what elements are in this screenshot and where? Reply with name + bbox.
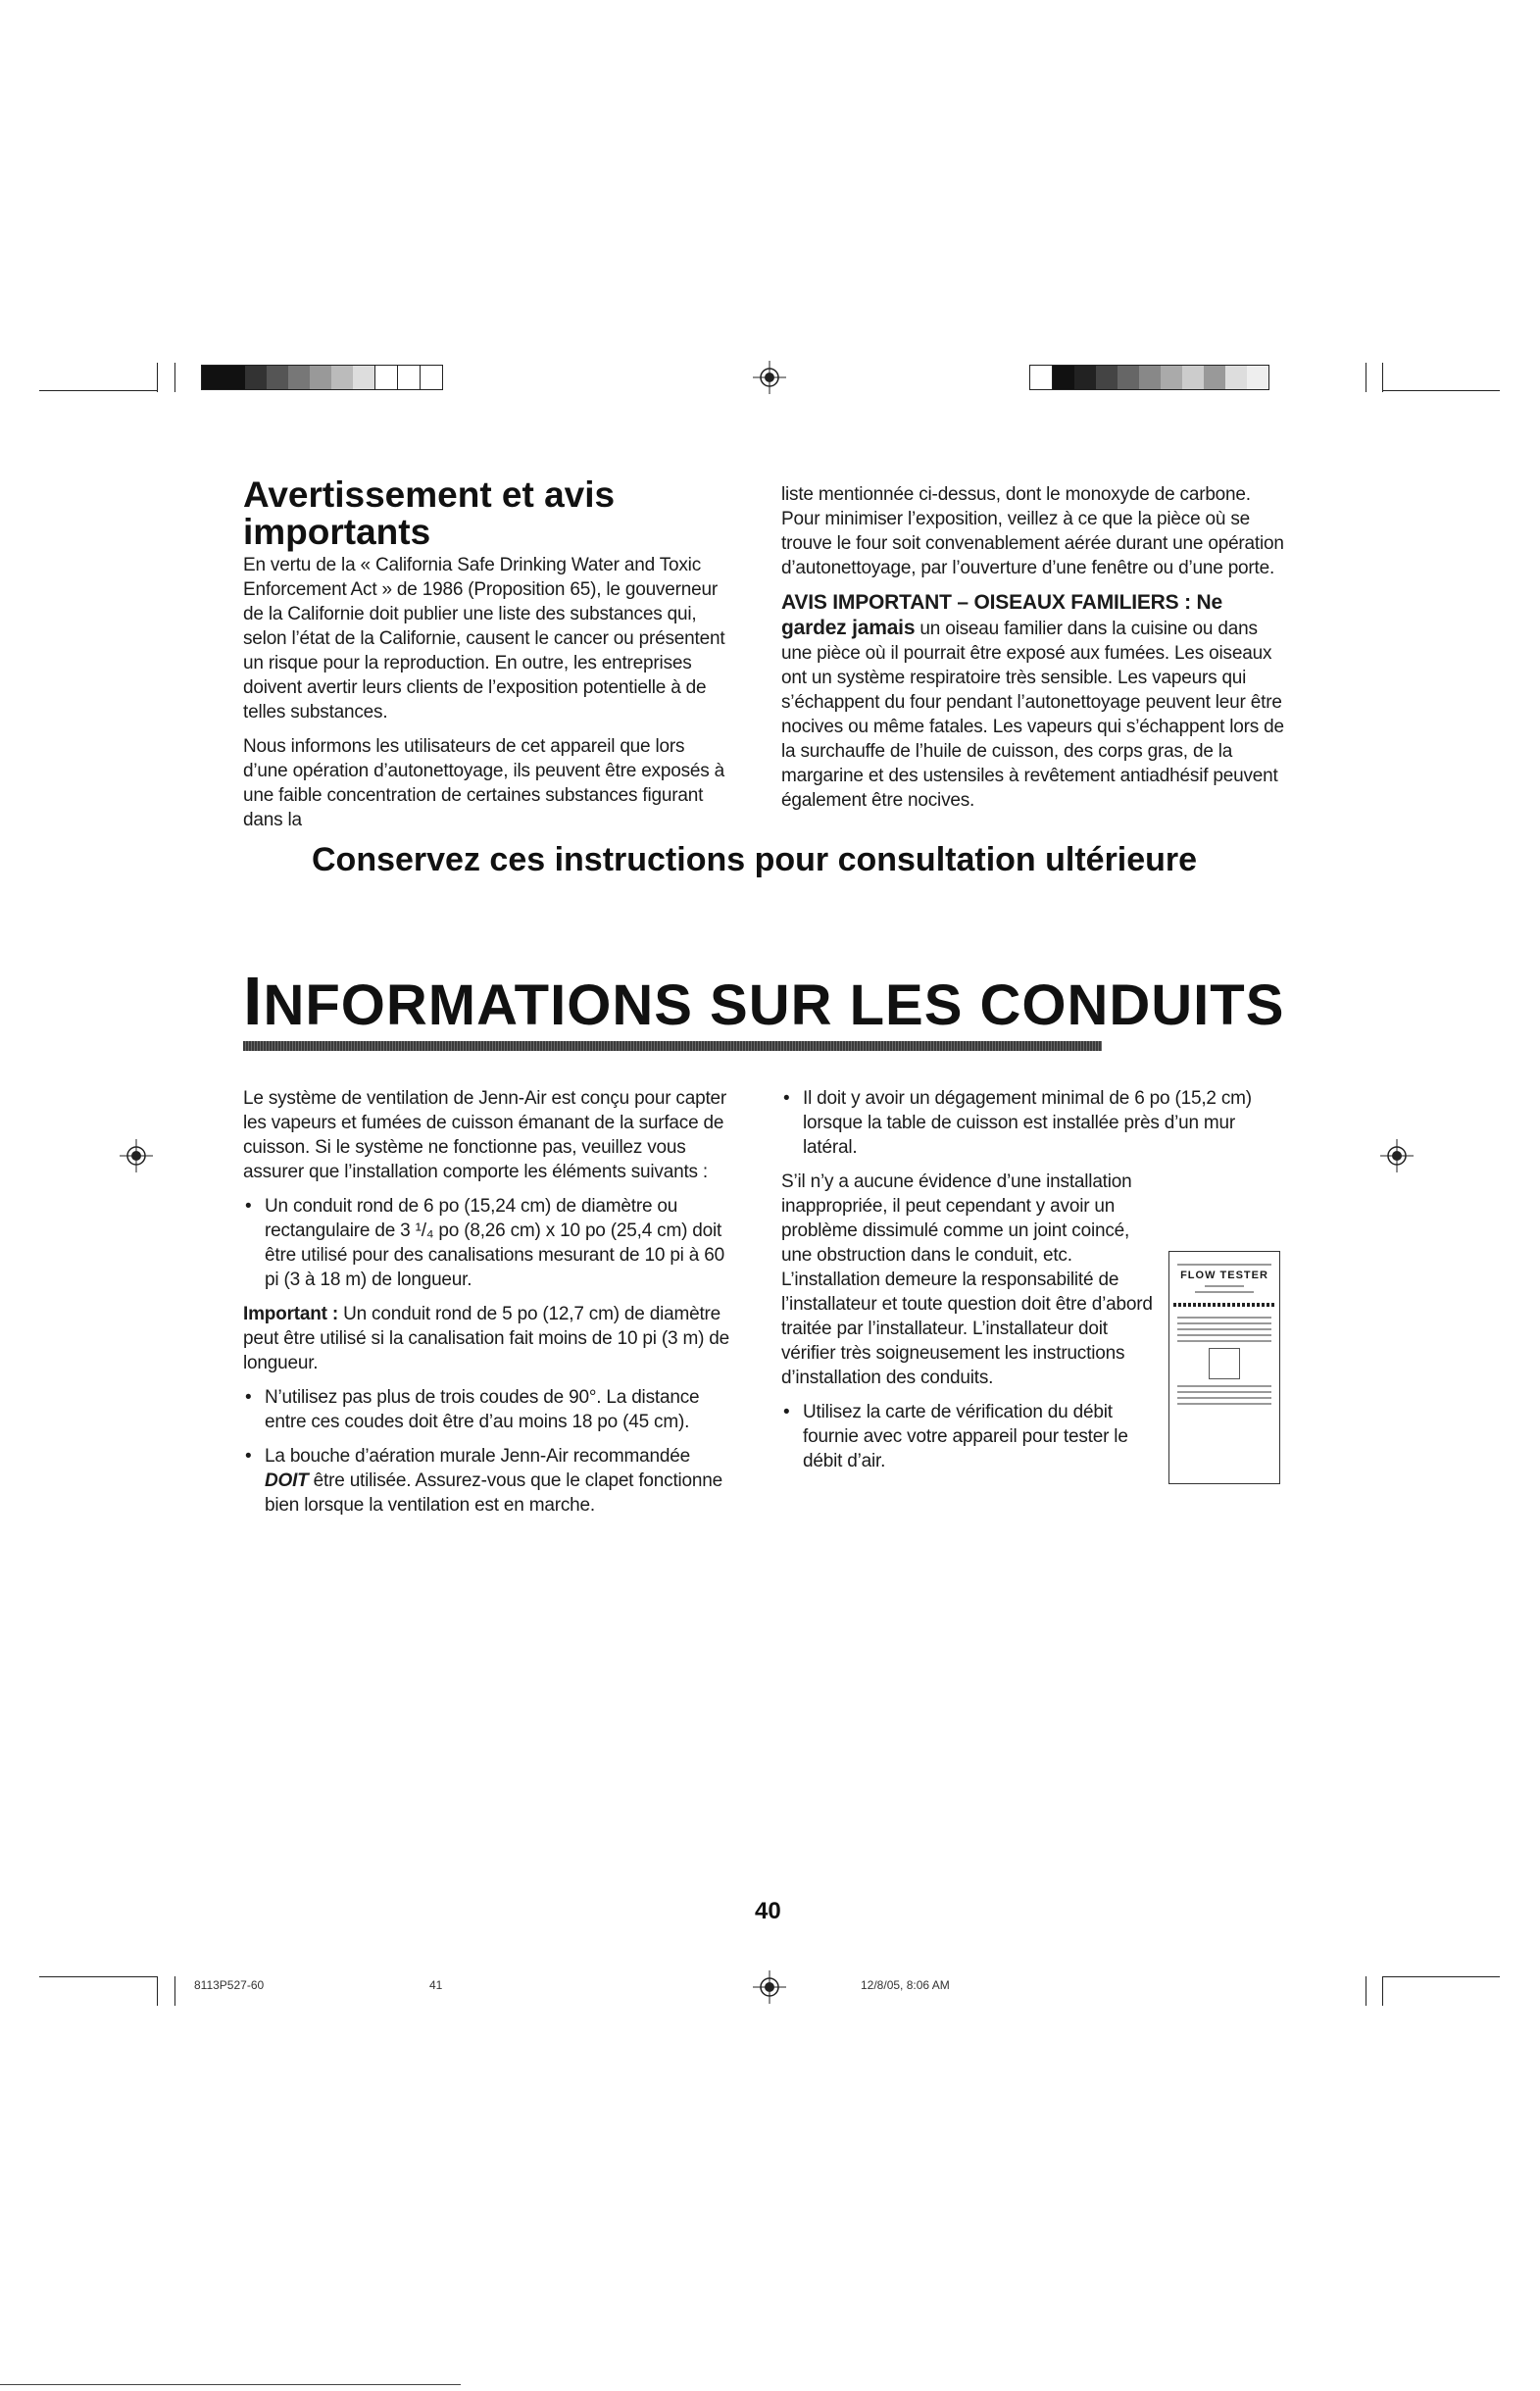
- wall-cap-text: La bouche d’aération murale Jenn-Air recommandée: [265, 1446, 690, 1467]
- important-label: Important :: [243, 1304, 339, 1324]
- section-title-initial: I: [243, 963, 264, 1039]
- footer-file-id: 8113P527-60: [194, 1978, 265, 1992]
- card-line: [1177, 1397, 1271, 1399]
- duct-list: [781, 1400, 1154, 1473]
- pet-birds-text: un oiseau familier dans la cuisine ou dans une pièce où il pourrait être exposé aux fumées. Les oiseaux ont un système respiratoire très sensible. Les vapeurs qui s’échappent du four pendant l’autonettoyage peuvent leur être nocives ou même fatales. Les vapeurs qui s’échappent lors de la surchauffe de l’huile de cuisson, des corps gras, de la margarine et des ustensiles à revêtement antiadhésif peuvent également être nocives.: [781, 619, 1284, 811]
- list-item: • Utilisez la carte de vérification du débit fournie avec votre appareil pour tester le débit d’air.: [781, 1400, 1154, 1473]
- list-item: • N’utilisez pas plus de trois coudes de 90°. La distance entre ces coudes doit être d’au moins 18 po (45 cm).: [243, 1385, 733, 1434]
- warning-right-column: [781, 482, 1291, 822]
- duct-list: [243, 1194, 733, 1292]
- crop-mark: [174, 1976, 175, 2006]
- color-registration-bar: [201, 365, 443, 390]
- registration-target-icon: [753, 361, 786, 394]
- card-line: [1177, 1334, 1271, 1336]
- crop-mark: [1382, 363, 1383, 392]
- card-line: [1177, 1317, 1271, 1319]
- duct-intro: Le système de ventilation de Jenn-Air est conçu pour capter les vapeurs et fumées de cuisson émanant de la surface de cuisson. Si le système ne fonctionne pas, veuillez vous assurer que l’installation comporte les éléments suivants :: [243, 1088, 727, 1182]
- self-clean-paragraph: Nous informons les utilisateurs de cet appareil que lors d’une opération d’autonettoyage, ils peuvent être exposés à une faible concentration de certaines substances figurant dans la: [243, 736, 725, 830]
- wall-cap-text-end: être utilisée. Assurez-vous que le clapet fonctionne bien lorsque la ventilation est en marche.: [265, 1470, 723, 1516]
- page-number: 40: [755, 1898, 781, 1924]
- card-strip: [1173, 1303, 1275, 1307]
- list-item: • Il doit y avoir un dégagement minimal de 6 po (15,2 cm) lorsque la table de cuisson est installée près d’un mur latéral.: [781, 1086, 1291, 1160]
- card-line: [1205, 1285, 1244, 1287]
- card-line: [1177, 1391, 1271, 1393]
- warning-heading: Avertissement et avis importants: [243, 474, 616, 552]
- crop-mark: [157, 363, 158, 392]
- crop-mark: [1382, 1976, 1383, 2006]
- crop-mark: [39, 1976, 157, 1977]
- list-item: • Un conduit rond de 6 po (15,24 cm) de diamètre ou rectangulaire de 3 ¹/₄ po (8,26 cm) x 10 po (25,4 cm) doit être utilisé pour des canalisations mesurant de 10 pi à 60 pi (3 à 18 m) de longueur.: [243, 1194, 733, 1292]
- warning-left-column: [243, 553, 733, 842]
- duct-left-column: [243, 1086, 733, 1527]
- pet-birds-lead: AVIS IMPORTANT – OISEAUX FAMILIERS : Ne gardez jamais: [781, 591, 1222, 639]
- crop-mark: [157, 1976, 158, 2006]
- section-rule: [243, 1041, 1102, 1051]
- pet-birds-notice: [781, 590, 1291, 813]
- card-line: [1177, 1385, 1271, 1387]
- flow-tester-card-image: [1168, 1251, 1280, 1484]
- color-registration-bar: [1029, 365, 1269, 390]
- installer-paragraph: [781, 1170, 1154, 1390]
- duct-list: [243, 1385, 733, 1518]
- exposure-paragraph: liste mentionnée ci-dessus, dont le monoxyde de carbone. Pour minimiser l’exposition, veillez à ce que la pièce où se trouve le four soit convenablement aérée durant une opération d’autonettoyage, par l’ouverture d’une fenêtre ou d’une porte.: [781, 484, 1284, 578]
- must-emphasis: DOIT: [265, 1470, 309, 1491]
- list-item: [243, 1444, 733, 1518]
- keep-instructions-heading: Conservez ces instructions pour consultation ultérieure: [312, 841, 1198, 878]
- duct-list: [781, 1086, 1291, 1160]
- footer-sheet-number: 41: [429, 1978, 443, 1992]
- important-text: Un conduit rond de 5 po (12,7 cm) de diamètre peut être utilisé si la canalisation fait moins de 10 pi (3 m) de longueur.: [243, 1304, 730, 1373]
- important-note: [243, 1302, 733, 1375]
- section-title: [243, 963, 1285, 1039]
- card-line: [1177, 1340, 1271, 1342]
- card-line: [1195, 1291, 1254, 1293]
- registration-target-icon: [1380, 1139, 1414, 1172]
- crop-mark: [1382, 1976, 1500, 1977]
- prop65-paragraph: En vertu de la « California Safe Drinking Water and Toxic Enforcement Act » de 1986 (Proposition 65), le gouverneur de la Californie doit publier une liste des substances qui, selon l’état de la Californie, causent le cancer ou présentent un risque pour la reproduction. En outre, les entreprises doivent avertir leurs clients de l’exposition potentielle à de telles substances.: [243, 555, 725, 722]
- bottom-edge-line: [0, 2384, 461, 2385]
- crop-mark: [1382, 390, 1500, 391]
- card-line: [1177, 1403, 1271, 1405]
- crop-mark: [174, 363, 175, 392]
- footer-date: 12/8/05, 8:06 AM: [861, 1978, 950, 1992]
- registration-target-icon: [753, 1970, 786, 2004]
- card-line: [1177, 1328, 1271, 1330]
- card-flap: [1209, 1348, 1240, 1379]
- installer-text: S’il n’y a aucune évidence d’une installation inappropriée, il peut cependant y avoir un problème dissimulé comme un joint coincé, une obstruction dans le conduit, etc. L’installation demeure la responsabilité de l’installateur et toute question doit être d’abord traitée par l’installateur. L’installateur doit vérifier très soigneusement les instructions d’installation des conduits.: [781, 1171, 1153, 1388]
- card-line: [1177, 1322, 1271, 1324]
- section-title-rest: NFORMATIONS SUR LES CONDUITS: [263, 973, 1285, 1037]
- flow-tester-title: FLOW TESTER: [1180, 1270, 1268, 1281]
- card-line: [1177, 1264, 1271, 1266]
- registration-target-icon: [120, 1139, 153, 1172]
- crop-mark: [39, 390, 157, 391]
